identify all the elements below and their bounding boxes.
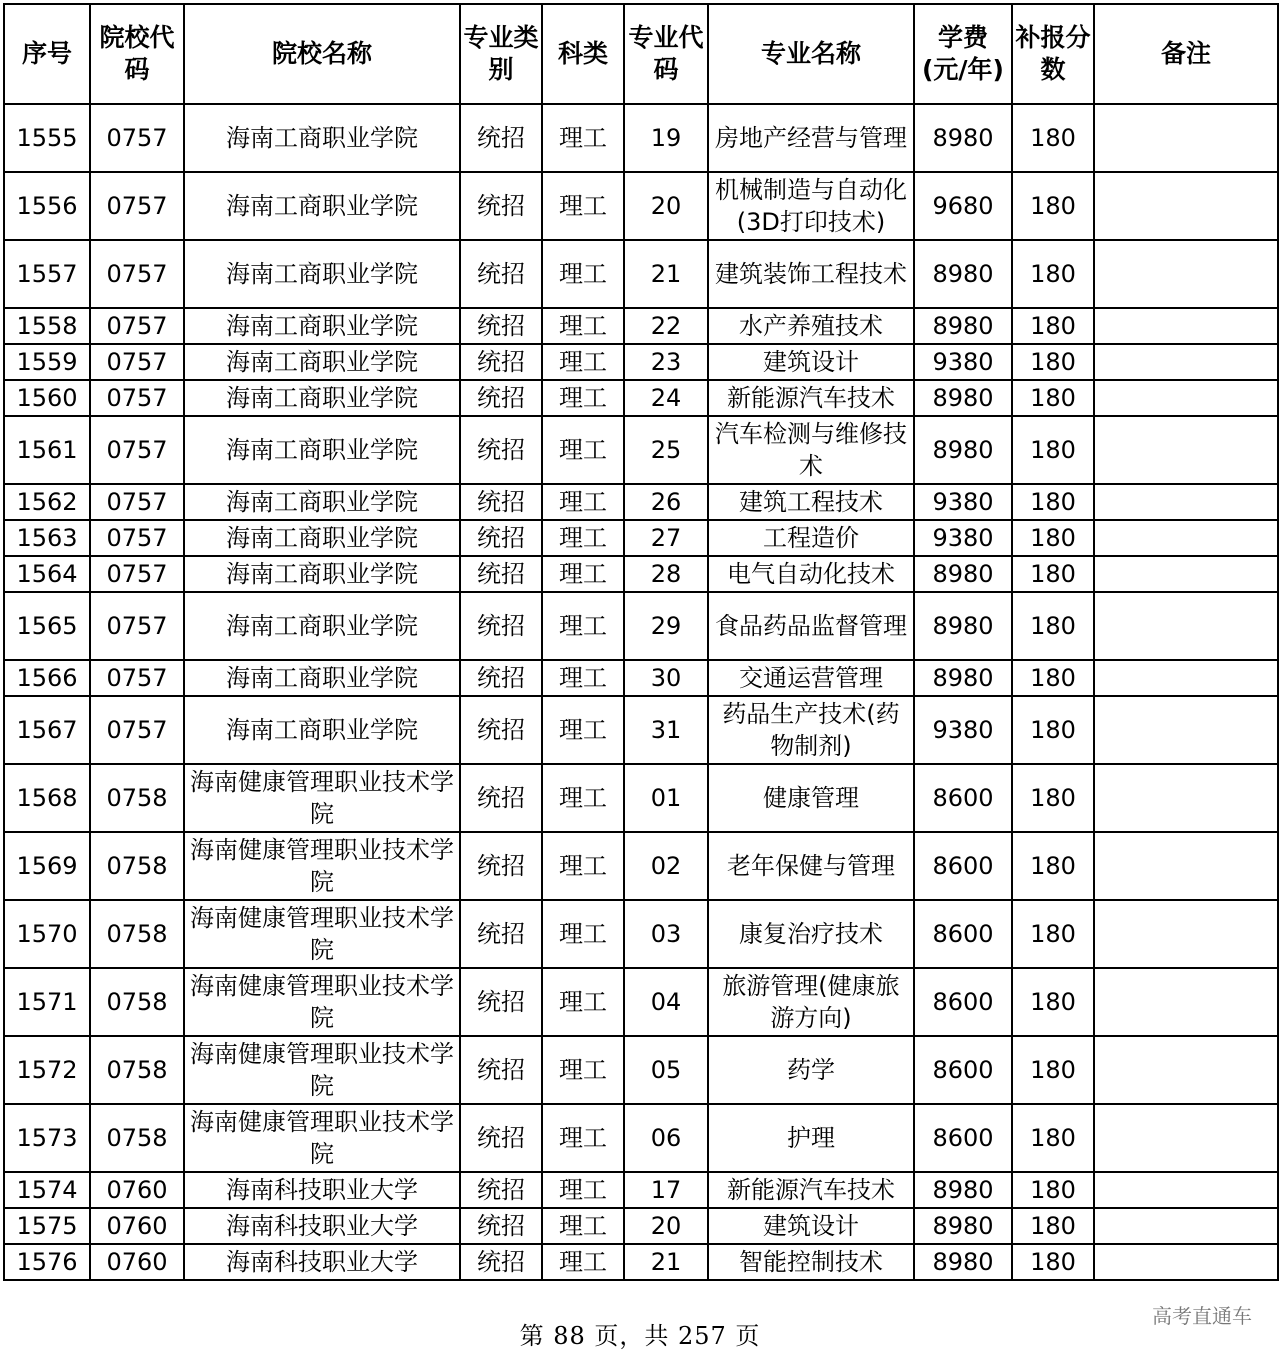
header-school-name: 院校名称 xyxy=(184,4,460,104)
cell-major-name: 护理 xyxy=(708,1104,914,1172)
cell-major-name: 电气自动化技术 xyxy=(708,556,914,592)
cell-school-name: 海南工商职业学院 xyxy=(184,520,460,556)
cell-major-name: 机械制造与自动化(3D打印技术) xyxy=(708,172,914,240)
cell-tuition: 8600 xyxy=(914,1036,1012,1104)
cell-serial: 1567 xyxy=(4,696,90,764)
cell-tuition: 8980 xyxy=(914,308,1012,344)
cell-remarks xyxy=(1094,1244,1278,1280)
cell-subject: 理工 xyxy=(542,1036,624,1104)
cell-tuition: 8980 xyxy=(914,1172,1012,1208)
table-row xyxy=(4,900,1278,968)
cell-school-name: 海南工商职业学院 xyxy=(184,592,460,660)
cell-tuition: 9680 xyxy=(914,172,1012,240)
watermark: 高考直通车 xyxy=(1152,1304,1252,1328)
cell-score: 180 xyxy=(1012,900,1094,968)
cell-school-name: 海南工商职业学院 xyxy=(184,380,460,416)
cell-major-name: 建筑装饰工程技术 xyxy=(708,240,914,308)
cell-remarks xyxy=(1094,380,1278,416)
cell-score: 180 xyxy=(1012,1172,1094,1208)
cell-serial: 1572 xyxy=(4,1036,90,1104)
cell-score: 180 xyxy=(1012,832,1094,900)
cell-remarks xyxy=(1094,104,1278,172)
cell-school-code: 0757 xyxy=(90,308,184,344)
cell-school-code: 0758 xyxy=(90,1104,184,1172)
cell-major-category: 统招 xyxy=(460,380,542,416)
table-row xyxy=(4,660,1278,696)
header-major-code: 专业代码 xyxy=(624,4,708,104)
table-row xyxy=(4,104,1278,172)
cell-subject: 理工 xyxy=(542,1104,624,1172)
cell-score: 180 xyxy=(1012,1244,1094,1280)
cell-school-code: 0757 xyxy=(90,556,184,592)
cell-subject: 理工 xyxy=(542,556,624,592)
cell-serial: 1555 xyxy=(4,104,90,172)
cell-school-code: 0760 xyxy=(90,1208,184,1244)
cell-tuition: 8980 xyxy=(914,1208,1012,1244)
cell-remarks xyxy=(1094,416,1278,484)
cell-subject: 理工 xyxy=(542,172,624,240)
cell-score: 180 xyxy=(1012,380,1094,416)
cell-tuition: 8600 xyxy=(914,764,1012,832)
cell-score: 180 xyxy=(1012,416,1094,484)
cell-tuition: 8980 xyxy=(914,240,1012,308)
cell-school-name: 海南工商职业学院 xyxy=(184,344,460,380)
cell-school-code: 0757 xyxy=(90,416,184,484)
cell-major-category: 统招 xyxy=(460,1104,542,1172)
cell-major-name: 健康管理 xyxy=(708,764,914,832)
cell-major-name: 药学 xyxy=(708,1036,914,1104)
header-school-code: 院校代码 xyxy=(90,4,184,104)
cell-subject: 理工 xyxy=(542,832,624,900)
cell-tuition: 9380 xyxy=(914,344,1012,380)
cell-major-name: 汽车检测与维修技术 xyxy=(708,416,914,484)
cell-school-name: 海南工商职业学院 xyxy=(184,484,460,520)
cell-serial: 1564 xyxy=(4,556,90,592)
cell-major-name: 工程造价 xyxy=(708,520,914,556)
cell-major-category: 统招 xyxy=(460,968,542,1036)
cell-school-name: 海南工商职业学院 xyxy=(184,104,460,172)
cell-score: 180 xyxy=(1012,104,1094,172)
cell-major-category: 统招 xyxy=(460,1208,542,1244)
cell-major-code: 24 xyxy=(624,380,708,416)
cell-major-name: 智能控制技术 xyxy=(708,1244,914,1280)
cell-serial: 1560 xyxy=(4,380,90,416)
cell-subject: 理工 xyxy=(542,764,624,832)
cell-serial: 1561 xyxy=(4,416,90,484)
table-row xyxy=(4,416,1278,484)
cell-serial: 1563 xyxy=(4,520,90,556)
cell-school-name: 海南健康管理职业技术学院 xyxy=(184,1036,460,1104)
cell-serial: 1568 xyxy=(4,764,90,832)
cell-serial: 1576 xyxy=(4,1244,90,1280)
cell-tuition: 9380 xyxy=(914,520,1012,556)
cell-serial: 1575 xyxy=(4,1208,90,1244)
cell-remarks xyxy=(1094,764,1278,832)
cell-major-category: 统招 xyxy=(460,484,542,520)
cell-school-name: 海南工商职业学院 xyxy=(184,240,460,308)
cell-subject: 理工 xyxy=(542,416,624,484)
table-row xyxy=(4,520,1278,556)
table-row xyxy=(4,1104,1278,1172)
cell-subject: 理工 xyxy=(542,308,624,344)
cell-major-category: 统招 xyxy=(460,344,542,380)
cell-subject: 理工 xyxy=(542,660,624,696)
cell-major-code: 20 xyxy=(624,172,708,240)
cell-major-code: 21 xyxy=(624,1244,708,1280)
cell-serial: 1557 xyxy=(4,240,90,308)
cell-serial: 1574 xyxy=(4,1172,90,1208)
cell-score: 180 xyxy=(1012,308,1094,344)
cell-major-category: 统招 xyxy=(460,104,542,172)
header-tuition: 学费(元/年) xyxy=(914,4,1012,104)
cell-serial: 1570 xyxy=(4,900,90,968)
cell-major-code: 05 xyxy=(624,1036,708,1104)
cell-subject: 理工 xyxy=(542,1172,624,1208)
cell-tuition: 8980 xyxy=(914,380,1012,416)
cell-tuition: 8980 xyxy=(914,104,1012,172)
header-subject: 科类 xyxy=(542,4,624,104)
cell-serial: 1562 xyxy=(4,484,90,520)
cell-major-category: 统招 xyxy=(460,308,542,344)
cell-tuition: 8980 xyxy=(914,556,1012,592)
cell-school-code: 0757 xyxy=(90,380,184,416)
cell-major-code: 01 xyxy=(624,764,708,832)
cell-serial: 1573 xyxy=(4,1104,90,1172)
cell-school-name: 海南工商职业学院 xyxy=(184,556,460,592)
cell-major-code: 25 xyxy=(624,416,708,484)
table-row xyxy=(4,1036,1278,1104)
enrollment-table xyxy=(3,3,1279,1281)
cell-school-code: 0758 xyxy=(90,764,184,832)
cell-major-name: 老年保健与管理 xyxy=(708,832,914,900)
cell-school-name: 海南健康管理职业技术学院 xyxy=(184,832,460,900)
cell-score: 180 xyxy=(1012,1208,1094,1244)
header-serial: 序号 xyxy=(4,4,90,104)
cell-major-code: 17 xyxy=(624,1172,708,1208)
cell-school-code: 0757 xyxy=(90,484,184,520)
header-score: 补报分数 xyxy=(1012,4,1094,104)
cell-school-name: 海南科技职业大学 xyxy=(184,1172,460,1208)
cell-major-code: 26 xyxy=(624,484,708,520)
cell-major-code: 21 xyxy=(624,240,708,308)
header-major-category: 专业类别 xyxy=(460,4,542,104)
cell-school-name: 海南工商职业学院 xyxy=(184,660,460,696)
cell-school-code: 0757 xyxy=(90,660,184,696)
cell-remarks xyxy=(1094,900,1278,968)
cell-major-category: 统招 xyxy=(460,660,542,696)
cell-remarks xyxy=(1094,172,1278,240)
cell-major-category: 统招 xyxy=(460,832,542,900)
cell-school-name: 海南工商职业学院 xyxy=(184,416,460,484)
cell-remarks xyxy=(1094,592,1278,660)
cell-subject: 理工 xyxy=(542,520,624,556)
cell-remarks xyxy=(1094,1208,1278,1244)
cell-school-code: 0757 xyxy=(90,520,184,556)
cell-score: 180 xyxy=(1012,240,1094,308)
cell-remarks xyxy=(1094,556,1278,592)
cell-major-name: 建筑设计 xyxy=(708,344,914,380)
cell-score: 180 xyxy=(1012,344,1094,380)
cell-remarks xyxy=(1094,1036,1278,1104)
cell-school-code: 0758 xyxy=(90,900,184,968)
cell-school-name: 海南健康管理职业技术学院 xyxy=(184,900,460,968)
cell-school-name: 海南科技职业大学 xyxy=(184,1244,460,1280)
table-row xyxy=(4,968,1278,1036)
table-row xyxy=(4,1244,1278,1280)
cell-serial: 1558 xyxy=(4,308,90,344)
cell-school-name: 海南健康管理职业技术学院 xyxy=(184,968,460,1036)
cell-school-code: 0757 xyxy=(90,240,184,308)
cell-serial: 1559 xyxy=(4,344,90,380)
cell-major-category: 统招 xyxy=(460,1244,542,1280)
cell-score: 180 xyxy=(1012,484,1094,520)
cell-major-category: 统招 xyxy=(460,416,542,484)
cell-tuition: 8980 xyxy=(914,592,1012,660)
cell-major-name: 建筑工程技术 xyxy=(708,484,914,520)
cell-major-category: 统招 xyxy=(460,556,542,592)
cell-major-name: 新能源汽车技术 xyxy=(708,380,914,416)
cell-major-name: 康复治疗技术 xyxy=(708,900,914,968)
cell-major-category: 统招 xyxy=(460,240,542,308)
cell-subject: 理工 xyxy=(542,240,624,308)
cell-school-code: 0757 xyxy=(90,592,184,660)
table-row xyxy=(4,1208,1278,1244)
cell-score: 180 xyxy=(1012,764,1094,832)
cell-serial: 1569 xyxy=(4,832,90,900)
cell-tuition: 8980 xyxy=(914,416,1012,484)
cell-tuition: 8980 xyxy=(914,1244,1012,1280)
table-row xyxy=(4,1172,1278,1208)
cell-serial: 1571 xyxy=(4,968,90,1036)
cell-serial: 1556 xyxy=(4,172,90,240)
cell-score: 180 xyxy=(1012,696,1094,764)
cell-subject: 理工 xyxy=(542,900,624,968)
cell-remarks xyxy=(1094,344,1278,380)
cell-school-name: 海南健康管理职业技术学院 xyxy=(184,1104,460,1172)
cell-major-category: 统招 xyxy=(460,764,542,832)
cell-school-name: 海南工商职业学院 xyxy=(184,308,460,344)
cell-score: 180 xyxy=(1012,592,1094,660)
cell-major-category: 统招 xyxy=(460,1036,542,1104)
cell-tuition: 8600 xyxy=(914,1104,1012,1172)
table-row xyxy=(4,696,1278,764)
cell-major-code: 19 xyxy=(624,104,708,172)
cell-major-name: 房地产经营与管理 xyxy=(708,104,914,172)
cell-major-category: 统招 xyxy=(460,592,542,660)
cell-school-code: 0758 xyxy=(90,968,184,1036)
cell-remarks xyxy=(1094,484,1278,520)
cell-major-category: 统招 xyxy=(460,696,542,764)
cell-subject: 理工 xyxy=(542,344,624,380)
cell-remarks xyxy=(1094,832,1278,900)
cell-school-code: 0760 xyxy=(90,1172,184,1208)
page-footer: 第 88 页，共 257 页 xyxy=(519,1322,761,1350)
cell-tuition: 8980 xyxy=(914,660,1012,696)
cell-tuition: 9380 xyxy=(914,696,1012,764)
cell-major-name: 新能源汽车技术 xyxy=(708,1172,914,1208)
cell-major-code: 23 xyxy=(624,344,708,380)
cell-major-code: 31 xyxy=(624,696,708,764)
cell-score: 180 xyxy=(1012,1036,1094,1104)
cell-major-code: 28 xyxy=(624,556,708,592)
header-remarks: 备注 xyxy=(1094,4,1278,104)
cell-subject: 理工 xyxy=(542,968,624,1036)
table-row xyxy=(4,832,1278,900)
cell-school-code: 0758 xyxy=(90,1036,184,1104)
cell-remarks xyxy=(1094,1104,1278,1172)
cell-school-code: 0757 xyxy=(90,172,184,240)
table-row xyxy=(4,308,1278,344)
table-row xyxy=(4,484,1278,520)
cell-tuition: 8600 xyxy=(914,900,1012,968)
cell-remarks xyxy=(1094,240,1278,308)
table-row xyxy=(4,556,1278,592)
cell-subject: 理工 xyxy=(542,484,624,520)
cell-subject: 理工 xyxy=(542,104,624,172)
cell-major-name: 药品生产技术(药物制剂) xyxy=(708,696,914,764)
cell-score: 180 xyxy=(1012,520,1094,556)
cell-major-name: 旅游管理(健康旅游方向) xyxy=(708,968,914,1036)
table-header-row xyxy=(4,4,1278,104)
table-row xyxy=(4,240,1278,308)
cell-major-name: 水产养殖技术 xyxy=(708,308,914,344)
table-row xyxy=(4,592,1278,660)
cell-major-code: 02 xyxy=(624,832,708,900)
cell-major-code: 04 xyxy=(624,968,708,1036)
cell-remarks xyxy=(1094,308,1278,344)
table-row xyxy=(4,172,1278,240)
table-row xyxy=(4,344,1278,380)
cell-remarks xyxy=(1094,696,1278,764)
cell-major-category: 统招 xyxy=(460,172,542,240)
cell-score: 180 xyxy=(1012,556,1094,592)
table-row xyxy=(4,380,1278,416)
cell-major-code: 29 xyxy=(624,592,708,660)
cell-tuition: 9380 xyxy=(914,484,1012,520)
cell-remarks xyxy=(1094,520,1278,556)
cell-school-code: 0760 xyxy=(90,1244,184,1280)
cell-score: 180 xyxy=(1012,172,1094,240)
cell-major-name: 食品药品监督管理 xyxy=(708,592,914,660)
cell-school-code: 0758 xyxy=(90,832,184,900)
cell-major-code: 03 xyxy=(624,900,708,968)
cell-score: 180 xyxy=(1012,968,1094,1036)
cell-school-code: 0757 xyxy=(90,344,184,380)
cell-remarks xyxy=(1094,660,1278,696)
cell-major-category: 统招 xyxy=(460,900,542,968)
cell-school-name: 海南工商职业学院 xyxy=(184,172,460,240)
header-major-name: 专业名称 xyxy=(708,4,914,104)
cell-major-code: 22 xyxy=(624,308,708,344)
cell-school-name: 海南工商职业学院 xyxy=(184,696,460,764)
cell-subject: 理工 xyxy=(542,380,624,416)
cell-major-category: 统招 xyxy=(460,1172,542,1208)
cell-school-code: 0757 xyxy=(90,104,184,172)
cell-major-code: 27 xyxy=(624,520,708,556)
table-row xyxy=(4,764,1278,832)
cell-tuition: 8600 xyxy=(914,832,1012,900)
cell-major-name: 建筑设计 xyxy=(708,1208,914,1244)
cell-subject: 理工 xyxy=(542,1208,624,1244)
cell-subject: 理工 xyxy=(542,696,624,764)
cell-major-code: 06 xyxy=(624,1104,708,1172)
cell-major-code: 20 xyxy=(624,1208,708,1244)
cell-subject: 理工 xyxy=(542,1244,624,1280)
cell-major-category: 统招 xyxy=(460,520,542,556)
cell-serial: 1566 xyxy=(4,660,90,696)
cell-remarks xyxy=(1094,968,1278,1036)
cell-serial: 1565 xyxy=(4,592,90,660)
cell-school-name: 海南健康管理职业技术学院 xyxy=(184,764,460,832)
cell-subject: 理工 xyxy=(542,592,624,660)
cell-score: 180 xyxy=(1012,1104,1094,1172)
cell-school-code: 0757 xyxy=(90,696,184,764)
cell-major-name: 交通运营管理 xyxy=(708,660,914,696)
cell-major-code: 30 xyxy=(624,660,708,696)
cell-score: 180 xyxy=(1012,660,1094,696)
cell-remarks xyxy=(1094,1172,1278,1208)
cell-tuition: 8600 xyxy=(914,968,1012,1036)
cell-school-name: 海南科技职业大学 xyxy=(184,1208,460,1244)
